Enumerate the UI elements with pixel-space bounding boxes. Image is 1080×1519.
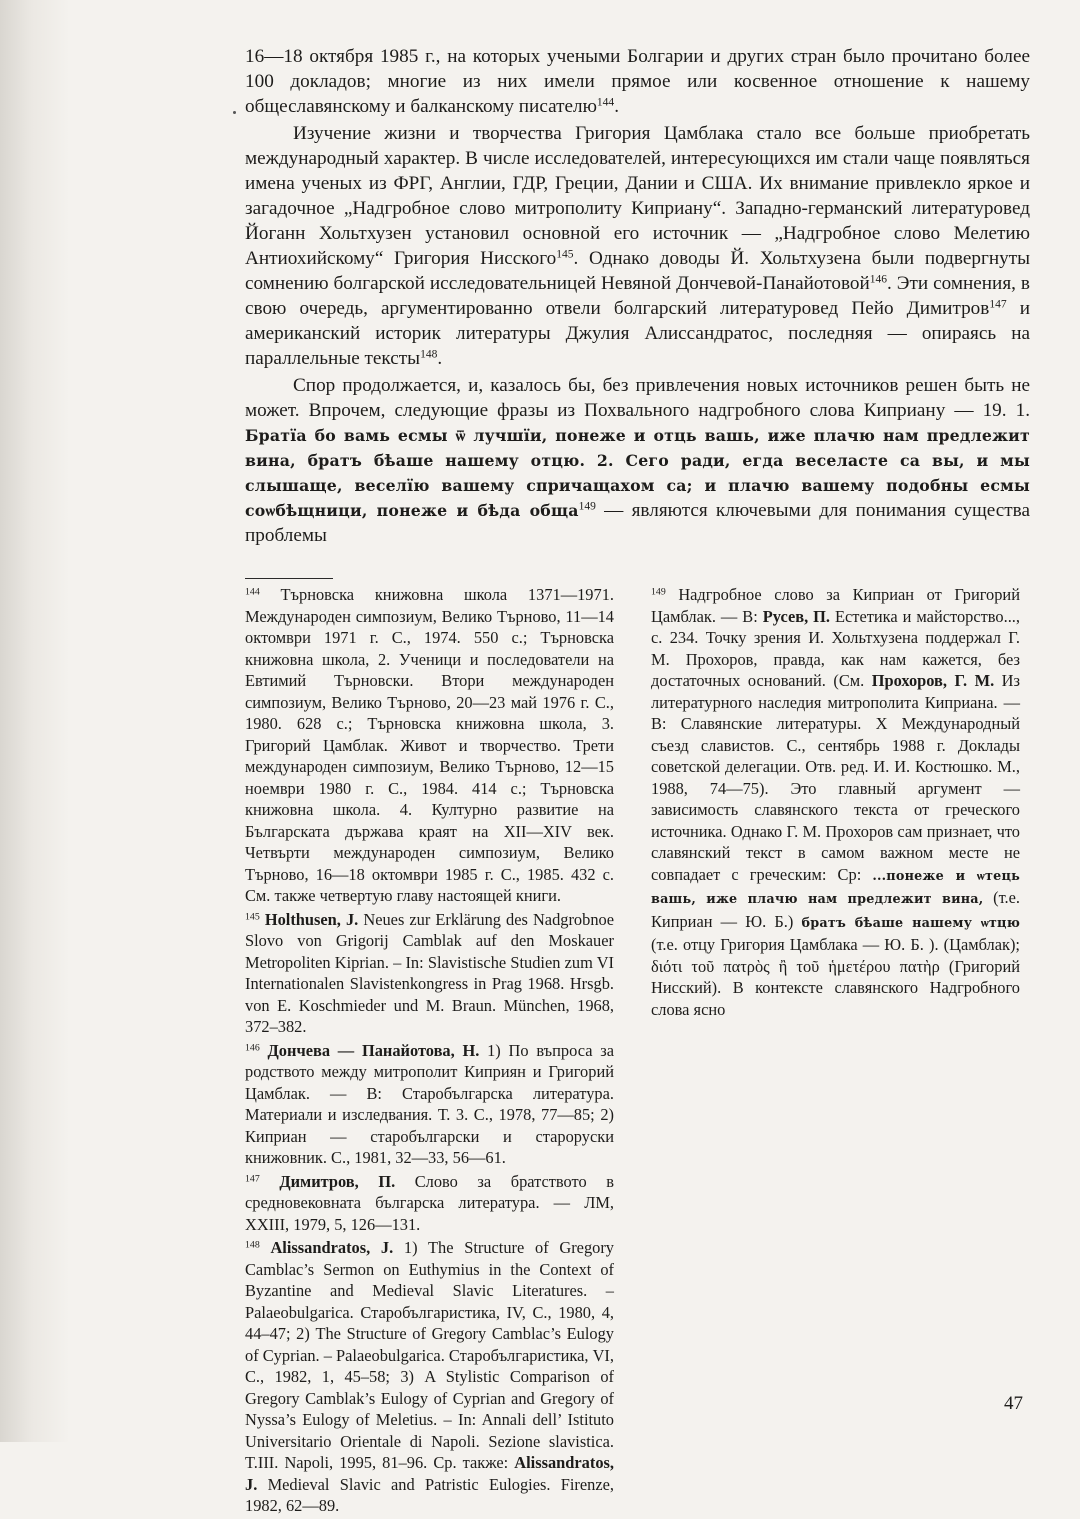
footnote-author: Holthusen, J. (264, 909, 359, 929)
footnote-text-c: Из литературного наследия митрополита Киприана. — В: Славянские литературы. X Международный съезд славистов. С., сентябрь 1988 г. Доклады советской делегации. Отв. ред. И. И. Костюшко. М., 1988, 74—75). Это главный аргумент — зависимость славянского текста от греческого источника. Однако Г. М. Прохоров сам признает, что славянский текст в самом важном месте не совпадает с греческим: Ср: (651, 671, 1020, 884)
footnote-text-b: Medieval Slavic and Patristic Eulogies. Firenze, 1982, 62—89. (245, 1474, 614, 1515)
footnote-author: Димитров, П. (279, 1171, 396, 1191)
footnote-144 (245, 584, 614, 907)
footnote-text-a: Надгробное слово за Киприан от Григорий Цамблак. — В: (651, 585, 1020, 626)
page-gutter-shadow (0, 0, 70, 1442)
footnote-ref-149[interactable]: 149 (578, 500, 596, 513)
footnote-ref-145[interactable]: 145 (556, 248, 574, 261)
paragraph-2 (245, 121, 1030, 371)
footnote-author: Дончева — Панайотова, Н. (267, 1040, 480, 1060)
footnote-number: 147 (245, 1173, 260, 1185)
paragraph-1-end: . (614, 96, 619, 117)
footnote-ref-148[interactable]: 148 (420, 348, 438, 361)
main-text (245, 44, 1030, 548)
footnote-ref-147[interactable]: 147 (989, 298, 1007, 311)
footnote-text-b: Естетика и майсторство..., с. 234. Точку зрения И. Хольтхузена поддержал Г. М. Прохоров, правда, как нам кажется, без достаточных оснований. (См. (651, 606, 1020, 690)
footnote-149 (651, 584, 1020, 1020)
paragraph-1-text: 16—18 октября 1985 г., на которых учеными Болгарии и других стран было прочитано более 100 докладов; многие из них имели прямое или косвенное отношение к нашему общеславянскому и балканскому писателю (245, 46, 1030, 117)
old-slavonic-quote-1: ...понеже и ѡтець вашь, иже плачю нам предлежит вина, (651, 868, 1020, 907)
footnote-number: 148 (245, 1239, 260, 1251)
footnote-text: 1) The Structure of Gregory Camblac’s Sermon on Euthymius in the Context of Byzantine and Medieval Slavic Literatures. – Palaeobulgarica. Старобългаристика, IV, С., 1980, 4, 44–47; 2) The Structure of Gregory Camblac’s Eulogy of Cyprian. – Palaeobulgarica. Старобългаристика, VI, С., 1982, 1, 45–58; 3) A Stylistic Comparison of Gregory Camblak’s Eulogy of Cyprian and Gregory of Nyssa’s Eulogy of Meletius. – In: Annali dell’ Istituto Universitario Orientale di Napoli. Sezione slavistica. T.III. Napoli, 1995, 81–96. Ср. также: (245, 1238, 614, 1472)
footnote-text: Neues zur Erklärung des Nadgrobnoe Slovo von Grigorij Camblak auf den Moskauer Metropoliten Kiprian. – In: Slavistische Studien zum VI Internationalen Slavistenkongress in Prag 1968. Hrsgb. von E. Koschmieder und M. Braun. München, 1968, 372–382. (245, 909, 614, 1036)
footnote-147 (245, 1171, 614, 1236)
footnote-ref-146[interactable]: 146 (869, 273, 888, 286)
paragraph-2-text-c: . Эти сомнения, в свою очередь, аргументированно отвели болгарский литературовед Пейо Димитров (245, 273, 1030, 319)
paragraph-1 (245, 44, 1030, 119)
footnote-text: Търновска книжовна школа 1371—1971. Международен симпозиум, Велико Търново, 11—14 октомври 1971 г. С., 1974. 550 с.; Търновска книжовна школа, 2. Ученици и последователи на Евтимий Търновски. Втори международен симпозиум, Велико Търново, 20—23 май 1976 г. С., 1980. 628 с.; Търновска книжовна школа, 3. Григорий Цамблак. Живот и творчество. Трети международен симпозиум, Велико Търново, 12—15 ноември 1980 г. С., 1984. 414 с.; Търновска книжовна школа. 4. Културно развитие на Българската държава краят на XII—XIV век. Четвърти международен симпозиум, Велико Търново, 16—18 октомври 1985 г. С., 1985. 432 с. См. также четвертую главу настоящей книги. (245, 585, 614, 905)
paragraph-3-text-a: Спор продолжается, и, казалось бы, без привлечения новых источников решен быть не может. Впрочем, следующие фразы из Похвального надгробного слова Киприану — 19. 1. (245, 375, 1030, 421)
footnote-number: 145 (245, 911, 260, 923)
paragraph-3-text-b: — являются ключевыми для понимания существа проблемы (245, 500, 1031, 546)
footnote-text-e: (т.е. отцу Григория Цамблака — Ю. Б. ). (Цамблак); διότι τοῦ πατρὸς ἢ τοῦ ἡμετέρου πατὴρ (Григорий Нисский). В контексте славянского Надгробного слова ясно (651, 935, 1020, 1019)
old-slavonic-quote: Братїа бо вамь есмы ѿ лучшїи, понеже и отць вашь, иже плачю нам предлежит вина, братъ бѣаше нашему отцю. 2. Сего ради, егда веселасте са вы, и мы слышаще, веселїю вашему спричащахом са; и плачю вашему подобны есмы соѡбѣщници, понеже и бѣда обща (245, 426, 1030, 520)
paragraph-2-text-d: и американский историк литературы Джулия Алиссандратос, последняя — опираясь на параллельные тексты (245, 298, 1030, 369)
footnote-text-d: (т.е. Киприан — Ю. Б.) (651, 888, 1020, 931)
footnote-text: 1) По въпроса за родството между митрополит Киприян и Григорий Цамблак. — В: Старобългарска литература. Материали и изследвания. Т. 3. С., 1978, 77—85; 2) Киприан — старобългарски и староруски книжовник. С., 1981, 32—33, 56—61. (245, 1040, 614, 1167)
footnotes-right-column (651, 584, 1020, 1022)
margin-speck (233, 111, 236, 114)
footnote-number: 149 (651, 586, 666, 598)
footnote-text: Слово за братството в средновековната българска литература. — ЛМ, XXIII, 1979, 5, 126—131. (245, 1171, 614, 1234)
paragraph-2-text-b: . Однако доводы Й. Хольтхузена были подвергнуты сомнению болгарской исследовательницей Невяной Дончевой-Панайотовой (245, 248, 1030, 294)
footnote-145 (245, 909, 614, 1038)
paragraph-2-end: . (437, 348, 443, 369)
footnote-ref-144[interactable]: 144 (596, 96, 615, 109)
paragraph-2-text-a: Изучение жизни и творчества Григория Цамблака стало все больше приобретать международный характер. В числе исследователей, интересующихся им стали чаще появляться имена ученых из ФРГ, Англии, ГДР, Греции, Дании и США. Их внимание привлекло яркое и загадочное „Надгробное слово митрополиту Киприану“. Западно-германский литературовед Йоганн Хольтхузен установил основной его источник — „Надгробное слово Мелетию Антиохийскому“ Григория Нисского (245, 123, 1030, 269)
footnote-148 (245, 1237, 614, 1517)
footnote-author: Русев, П. (762, 606, 831, 626)
page-number: 47 (1004, 1393, 1023, 1414)
footnote-number: 144 (245, 586, 260, 598)
footnote-separator (245, 578, 333, 579)
paragraph-3 (245, 373, 1030, 548)
footnote-author-2: Прохоров, Г. М. (871, 671, 995, 690)
footnotes-left-column (245, 584, 614, 1519)
old-slavonic-quote-2: братъ бѣаше нашему ѡтцю (801, 915, 1020, 931)
footnote-author-2: Alissandratos, J. (245, 1453, 614, 1494)
footnote-146 (245, 1040, 614, 1169)
footnote-author: Alissandratos, J. (270, 1238, 394, 1257)
footnote-number: 146 (245, 1042, 260, 1054)
